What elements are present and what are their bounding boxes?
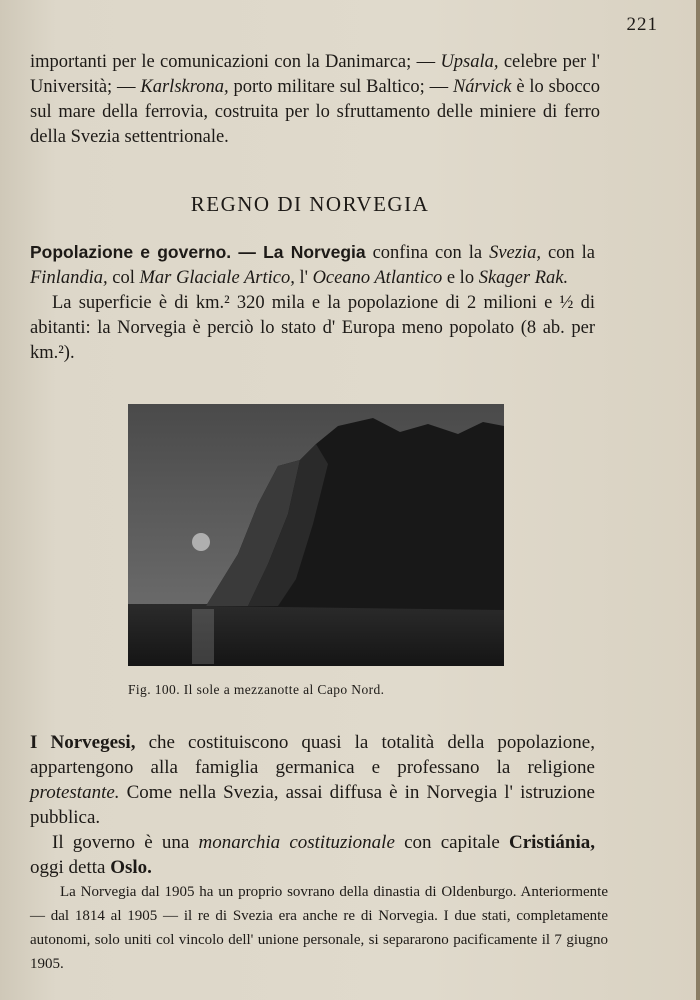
intro-text-3: porto militare sul Baltico; — <box>228 77 453 97</box>
mar-italic: Mar Glaciale Artico, <box>139 268 295 288</box>
page-number: 221 <box>626 14 658 35</box>
borders-paragraph <box>30 240 595 291</box>
intro-text-4: è lo sbocco sul mare della ferrovia, costruita per lo sfruttamento delle miniere di ferro della Svezia settentrionale. <box>30 77 600 147</box>
norvegesi-text-2: Come nella Svezia, assai diffusa è in Norvegia l' istruzione pubblica. <box>30 782 595 828</box>
governo-text-2: con capitale <box>394 832 509 853</box>
borders-text-2: con la <box>540 243 595 263</box>
footnote <box>30 880 608 976</box>
protestante-italic: protestante. <box>30 782 120 803</box>
oceano-italic: Oceano Atlantico <box>312 268 443 288</box>
borders-text-1: confina con la <box>365 243 490 263</box>
borders-text-3: col <box>107 268 140 288</box>
figure-caption: Fig. 100. Il sole a mezzanotte al Capo Nord. <box>128 682 385 697</box>
governo-text-3: oggi detta <box>30 857 111 878</box>
governo-text-1: Il governo è una <box>52 832 199 853</box>
superficie-paragraph: La superficie è di km.² 320 mila e la popolazione di 2 milioni e ½ di abitanti: la Norvegia è perciò lo stato d' Europa meno popolato (8 ab. per km.²). <box>30 293 595 363</box>
section-lead: Popolazione e governo. — La <box>30 242 291 262</box>
intro-text-1: importanti per le comunicazioni con la Danimarca; — <box>30 52 441 72</box>
oslo-bold: Oslo. <box>110 857 152 878</box>
norvegia-bold: Norvegia <box>290 242 366 262</box>
monarchia-italic: monarchia costituzionale <box>198 832 395 853</box>
svezia-italic: Svezia, <box>489 243 541 263</box>
section-heading: REGNO DI NORVEGIA <box>190 192 430 216</box>
page-edge <box>696 0 700 1000</box>
intro-text-2: celebre per l' Università; — <box>30 52 600 97</box>
finlandia-italic: Finlandia, <box>30 268 108 288</box>
borders-text-4: l' <box>294 268 313 288</box>
place-upsala: Upsala, <box>440 52 499 72</box>
borders-text-5: e lo <box>442 268 479 288</box>
governo-paragraph <box>30 830 595 880</box>
norvegesi-text-1: che costituiscono quasi la totalità della popolazione, appartengono alla famiglia germanica e professano la religione <box>30 732 595 778</box>
figure-photo <box>128 404 504 666</box>
intro-paragraph <box>30 50 600 150</box>
cristiania-bold: Cristiánia, <box>508 832 596 853</box>
skager-italic: Skager Rak. <box>478 268 569 288</box>
population-section <box>30 240 595 366</box>
place-narvick: Nárvick <box>452 77 512 97</box>
norvegesi-paragraph <box>30 730 595 830</box>
place-karlskrona: Karlskrona, <box>140 77 229 97</box>
people-section <box>30 730 595 880</box>
midnight-sun-image <box>128 404 504 666</box>
norvegesi-bold: I Norvegesi, <box>30 732 136 753</box>
footnote-text: La Norvegia dal 1905 ha un proprio sovrano della dinastia di Oldenburgo. Anteriormente — dal 1814 al 1905 — il re di Svezia era anche re di Norvegia. I due stati, completamente autonomi, solo uniti col vincolo dell' unione personale, si separarono pacificamente il 7 giugno 1905. <box>30 884 608 972</box>
